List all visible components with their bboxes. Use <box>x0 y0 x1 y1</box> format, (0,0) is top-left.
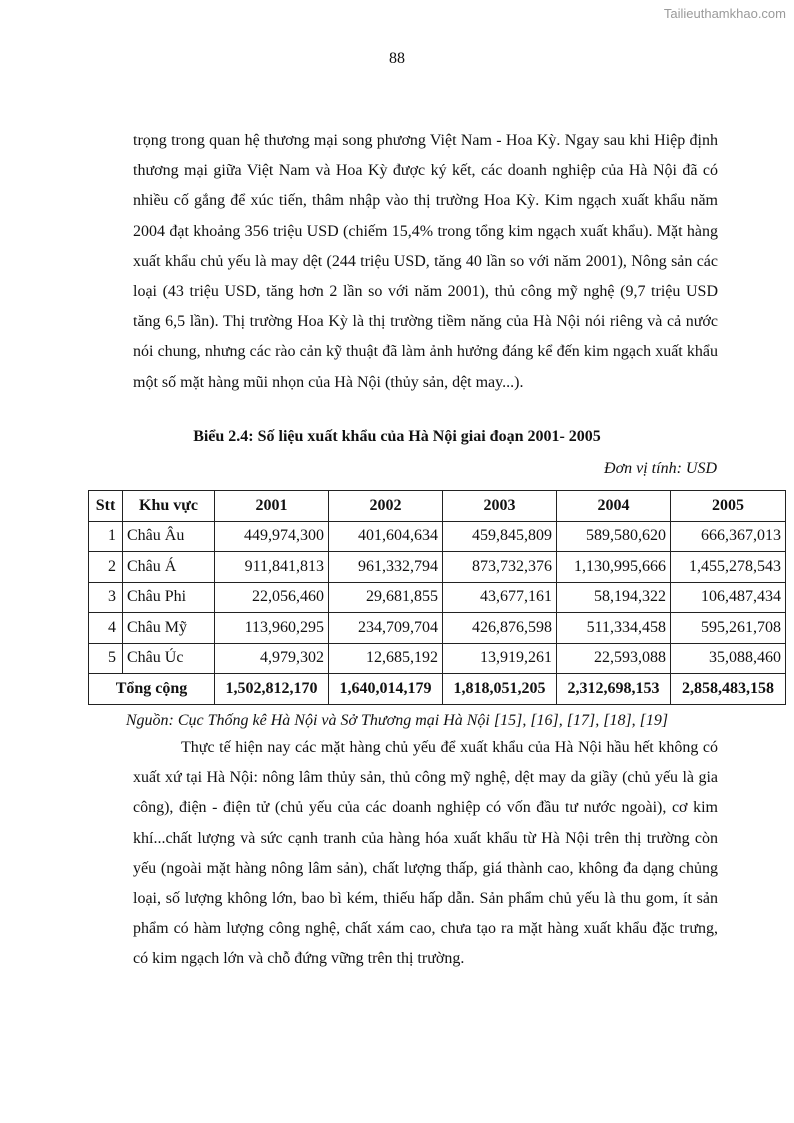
cell-region: Châu Úc <box>123 643 215 674</box>
cell-value: 511,334,458 <box>557 613 671 644</box>
header-2001: 2001 <box>215 491 329 522</box>
cell-value: 666,367,013 <box>671 521 786 552</box>
page-number: 88 <box>389 50 405 67</box>
paragraph-intro: trọng trong quan hệ thương mại song phương Việt Nam - Hoa Kỳ. Ngay sau khi Hiệp định thương mại giữa Việt Nam và Hoa Kỳ được ký kết, các doanh nghiệp của Hà Nội đã có nhiều cố gắng để xúc tiến, thâm nhập vào thị trường Hoa Kỳ. Kim ngạch xuất khẩu năm 2004 đạt khoảng 356 triệu USD (chiếm 15,4% trong tổng kim ngạch xuất khẩu). Mặt hàng xuất khẩu chủ yếu là may dệt (244 triệu USD, tăng 40 lần so với năm 2001), Nông sản các loại (43 triệu USD, tăng hơn 2 lần so với năm 2001), thủ công mỹ nghệ (9,7 triệu USD tăng 6,5 lần). Thị trường Hoa Kỳ là thị trường tiềm năng của Hà Nội nói riêng và cả nước nói chung, nhưng các rào cản kỹ thuật đã làm ảnh hưởng đáng kể đến kim ngạch xuất khẩu một số mặt hàng mũi nhọn của Hà Nội (thủy sản, dệt may...). <box>133 132 718 391</box>
table-total-row <box>89 674 786 705</box>
table-row <box>89 643 786 674</box>
cell-stt: 3 <box>89 582 123 613</box>
total-value: 2,858,483,158 <box>671 674 786 705</box>
cell-value: 459,845,809 <box>443 521 557 552</box>
cell-value: 22,593,088 <box>557 643 671 674</box>
cell-value: 22,056,460 <box>215 582 329 613</box>
cell-value: 113,960,295 <box>215 613 329 644</box>
cell-value: 4,979,302 <box>215 643 329 674</box>
cell-value: 35,088,460 <box>671 643 786 674</box>
total-value: 1,818,051,205 <box>443 674 557 705</box>
cell-value: 58,194,322 <box>557 582 671 613</box>
cell-region: Châu Âu <box>123 521 215 552</box>
cell-value: 12,685,192 <box>329 643 443 674</box>
table-caption: Biểu 2.4: Số liệu xuất khẩu của Hà Nội giai đoạn 2001- 2005 <box>193 428 601 445</box>
cell-value: 961,332,794 <box>329 552 443 583</box>
header-stt: Stt <box>89 491 123 522</box>
cell-value: 589,580,620 <box>557 521 671 552</box>
watermark: Tailieuthamkhao.com <box>663 6 786 21</box>
source-note: Nguồn: Cục Thống kê Hà Nội và Sở Thương mại Hà Nội [15], [16], [17], [18], [19] <box>125 712 669 729</box>
header-2004: 2004 <box>557 491 671 522</box>
table-row <box>89 582 786 613</box>
cell-value: 1,130,995,666 <box>557 552 671 583</box>
cell-value: 13,919,261 <box>443 643 557 674</box>
total-value: 1,502,812,170 <box>215 674 329 705</box>
cell-value: 873,732,376 <box>443 552 557 583</box>
cell-region: Châu Mỹ <box>123 613 215 644</box>
cell-value: 106,487,434 <box>671 582 786 613</box>
header-region: Khu vực <box>123 491 215 522</box>
unit-note: Đơn vị tính: USD <box>604 460 717 477</box>
table-row <box>89 552 786 583</box>
cell-value: 29,681,855 <box>329 582 443 613</box>
cell-value: 43,677,161 <box>443 582 557 613</box>
paragraph-body: Thực tế hiện nay các mặt hàng chủ yếu để xuất khẩu của Hà Nội hầu hết không có xuất xứ tại Hà Nội: nông lâm thủy sản, thủ công mỹ nghệ, dệt may da giầy (chủ yếu là gia công), điện - điện tử (chủ yếu của các doanh nghiệp có vốn đầu tư nước ngoài), cơ kim khí...chất lượng và sức cạnh tranh của hàng hóa xuất khẩu từ Hà Nội trên thị trường còn yếu (ngoài mặt hàng nông lâm sản), chất lượng thấp, giá thành cao, không đa dạng chủng loại, số lượng không lớn, bao bì kém, thiếu hấp dẫn. Sản phẩm chủ yếu là thu gom, ít sản phẩm có hàm lượng công nghệ, chất xám cao, chưa tạo ra mặt hàng xuất khẩu đặc trưng, có kim ngạch lớn và chỗ đứng vững trên thị trường. <box>133 739 718 968</box>
header-2005: 2005 <box>671 491 786 522</box>
total-value: 2,312,698,153 <box>557 674 671 705</box>
cell-value: 1,455,278,543 <box>671 552 786 583</box>
cell-value: 401,604,634 <box>329 521 443 552</box>
table-header-row <box>89 491 786 522</box>
cell-value: 234,709,704 <box>329 613 443 644</box>
header-2003: 2003 <box>443 491 557 522</box>
cell-stt: 2 <box>89 552 123 583</box>
cell-stt: 5 <box>89 643 123 674</box>
cell-value: 449,974,300 <box>215 521 329 552</box>
cell-region: Châu Á <box>123 552 215 583</box>
cell-stt: 4 <box>89 613 123 644</box>
total-value: 1,640,014,179 <box>329 674 443 705</box>
cell-value: 595,261,708 <box>671 613 786 644</box>
export-table <box>88 490 786 705</box>
table-row <box>89 521 786 552</box>
table-row <box>89 613 786 644</box>
header-2002: 2002 <box>329 491 443 522</box>
cell-value: 911,841,813 <box>215 552 329 583</box>
total-label: Tổng cộng <box>89 674 215 705</box>
cell-stt: 1 <box>89 521 123 552</box>
cell-value: 426,876,598 <box>443 613 557 644</box>
cell-region: Châu Phi <box>123 582 215 613</box>
